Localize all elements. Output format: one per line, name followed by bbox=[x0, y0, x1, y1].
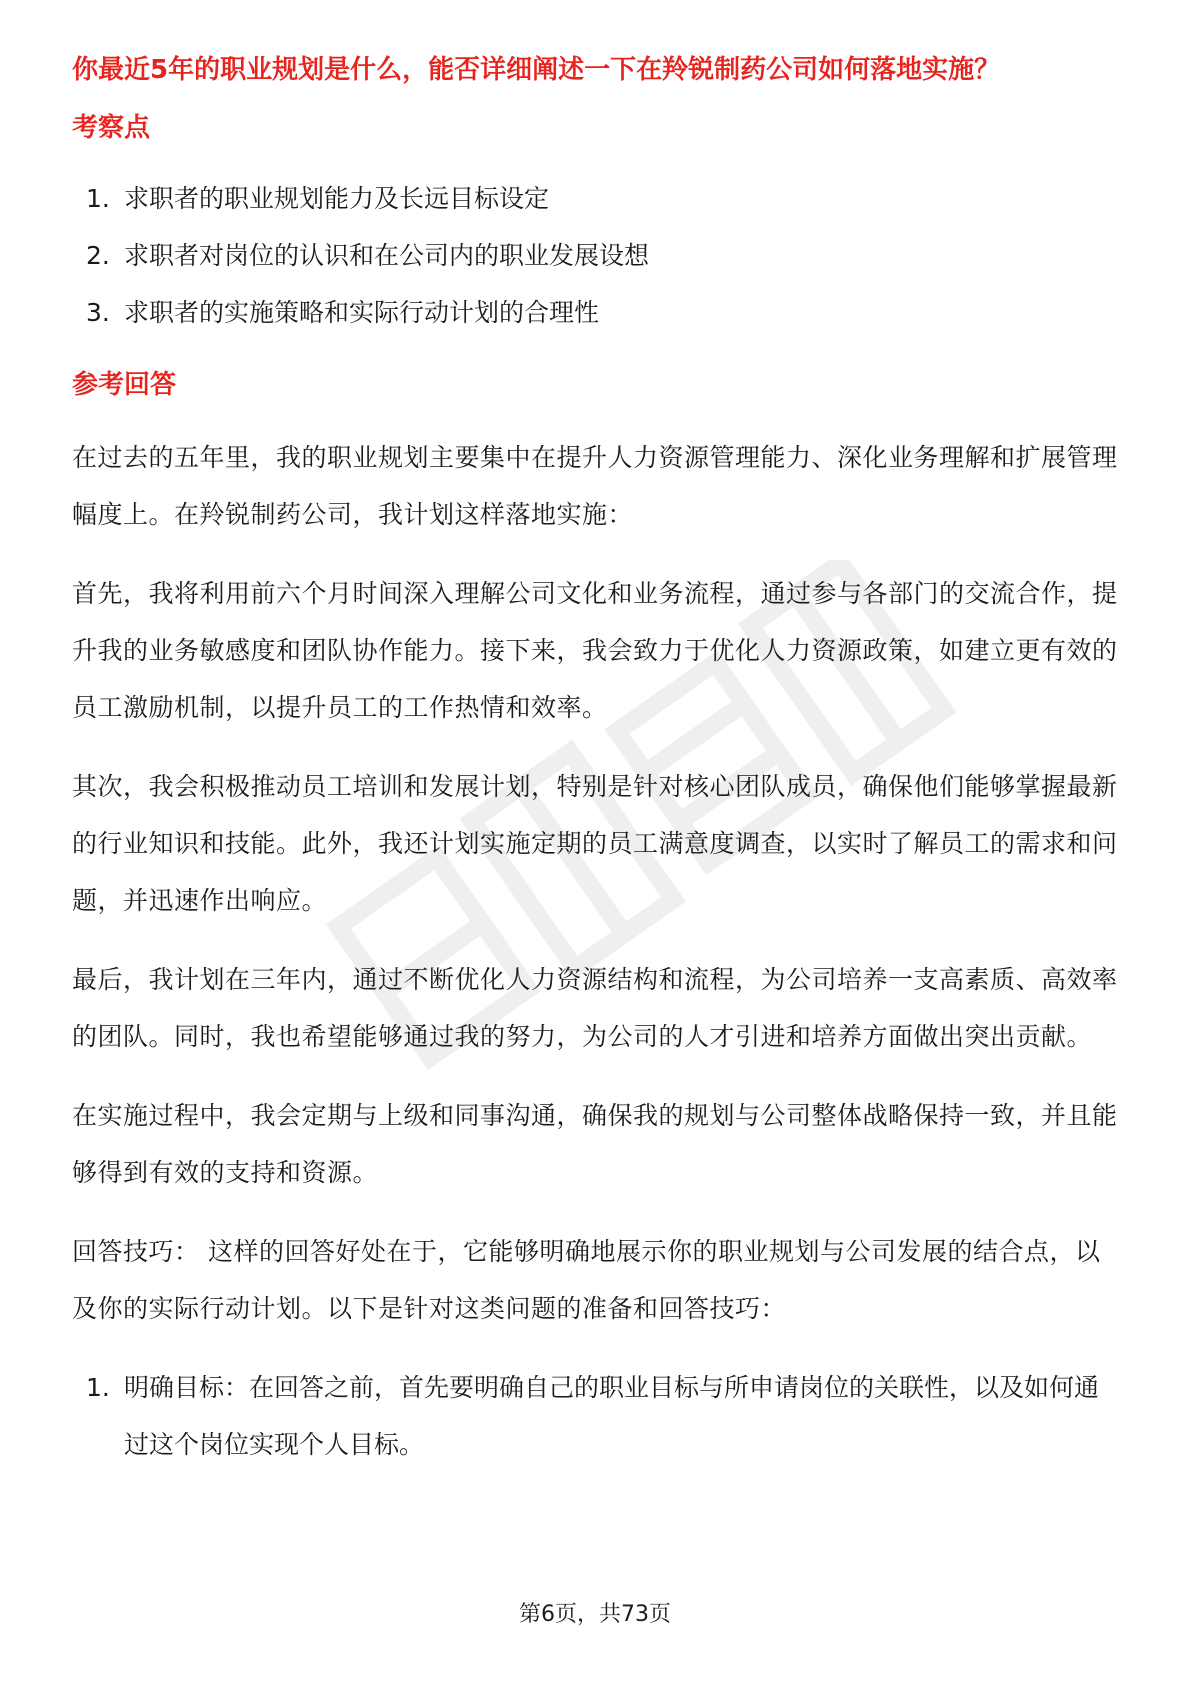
list-item bbox=[72, 227, 1122, 284]
assessment-title: 考察点 bbox=[72, 113, 151, 143]
answer-paragraph: 在实施过程中，我会定期与上级和同事沟通，确保我的规划与公司整体战略保持一致，并且能够得到有效的支持和资源。 bbox=[72, 1101, 1118, 1187]
document-page bbox=[72, 40, 1122, 1473]
answer-tips-intro: 回答技巧： 这样的回答好处在于，它能够明确地展示你的职业规划与公司发展的结合点，以及你的实际行动计划。以下是针对这类问题的准备和回答技巧： bbox=[72, 1237, 1101, 1323]
list-item bbox=[72, 1359, 1122, 1473]
list-item-number: 1. bbox=[86, 1373, 110, 1402]
list-item bbox=[72, 284, 1122, 341]
answer-paragraph: 在过去的五年里，我的职业规划主要集中在提升人力资源管理能力、深化业务理解和扩展管理幅度上。在羚锐制药公司，我计划这样落地实施： bbox=[72, 443, 1118, 529]
list-item bbox=[72, 170, 1122, 227]
list-item-number: 3. bbox=[86, 298, 110, 327]
answer-paragraph: 其次，我会积极推动员工培训和发展计划，特别是针对核心团队成员，确保他们能够掌握最新的行业知识和技能。此外，我还计划实施定期的员工满意度调查，以实时了解员工的需求和问题，并迅速作出响应。 bbox=[72, 772, 1118, 915]
list-item-text: 明确目标：在回答之前，首先要明确自己的职业目标与所申请岗位的关联性，以及如何通过这个岗位实现个人目标。 bbox=[124, 1373, 1100, 1459]
question-heading: 你最近5年的职业规划是什么，能否详细阐述一下在羚锐制药公司如何落地实施？ bbox=[72, 55, 1001, 85]
list-item-number: 2. bbox=[86, 241, 110, 270]
page-footer: 第6页，共73页 bbox=[519, 1602, 671, 1627]
tips-list bbox=[72, 1359, 1122, 1473]
answer-paragraph: 最后，我计划在三年内，通过不断优化人力资源结构和流程，为公司培养一支高素质、高效率的团队。同时，我也希望能够通过我的努力，为公司的人才引进和培养方面做出突出贡献。 bbox=[72, 965, 1118, 1051]
list-item-text: 求职者的实施策略和实际行动计划的合理性 bbox=[124, 298, 600, 327]
list-item-text: 求职者的职业规划能力及长远目标设定 bbox=[124, 184, 550, 213]
answer-title: 参考回答 bbox=[72, 370, 177, 400]
assessment-list bbox=[72, 170, 1122, 341]
answer-paragraph: 首先，我将利用前六个月时间深入理解公司文化和业务流程，通过参与各部门的交流合作，提升我的业务敏感度和团队协作能力。接下来，我会致力于优化人力资源政策，如建立更有效的员工激励机制，以提升员工的工作热情和效率。 bbox=[72, 579, 1118, 722]
list-item-text: 求职者对岗位的认识和在公司内的职业发展设想 bbox=[124, 241, 650, 270]
list-item-number: 1. bbox=[86, 184, 110, 213]
